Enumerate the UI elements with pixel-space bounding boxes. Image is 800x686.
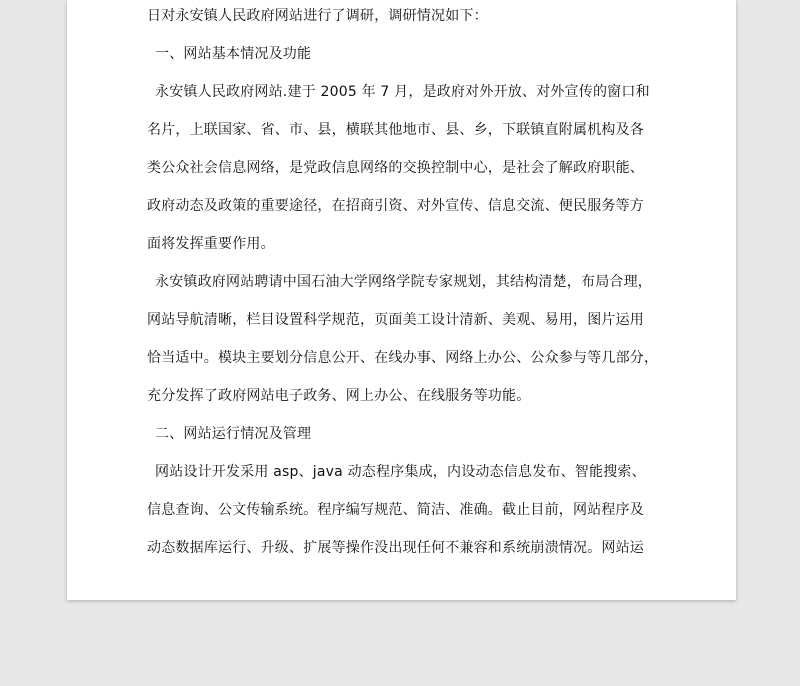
paragraph-line: 面将发挥重要作用。 [147, 236, 275, 252]
section-heading-1: 一、网站基本情况及功能 [155, 46, 312, 62]
paragraph-line: 动态数据库运行、升级、扩展等操作没出现任何不兼容和系统崩溃情况。网站运 [147, 540, 644, 556]
paragraph-line: 永安镇人民政府网站.建于 2005 年 7 月，是政府对外开放、对外宣传的窗口和 [155, 84, 650, 100]
paragraph-line: 永安镇政府网站聘请中国石油大学网络学院专家规划，其结构清楚，布局合理， [155, 274, 652, 290]
document-page [67, 0, 736, 600]
paragraph-line: 名片，上联国家、省、市、县，横联其他地市、县、乡，下联镇直附属机构及各 [147, 122, 644, 138]
paragraph-line: 政府动态及政策的重要途径，在招商引资、对外宣传、信息交流、便民服务等方 [147, 198, 644, 214]
paragraph-line: 充分发挥了政府网站电子政务、网上办公、在线服务等功能。 [147, 388, 531, 404]
paragraph-line-intro: 日对永安镇人民政府网站进行了调研，调研情况如下： [147, 8, 488, 24]
paragraph-line: 类公众社会信息网络，是党政信息网络的交换控制中心，是社会了解政府职能、 [147, 160, 644, 176]
section-heading-2: 二、网站运行情况及管理 [155, 426, 312, 442]
paragraph-line: 网站导航清晰，栏目设置科学规范，页面美工设计清新、美观、易用，图片运用 [147, 312, 644, 328]
paragraph-line: 信息查询、公文传输系统。程序编写规范、简洁、准确。截止目前，网站程序及 [147, 502, 644, 518]
paragraph-line: 恰当适中。模块主要划分信息公开、在线办事、网络上办公、公众参与等几部分， [147, 350, 659, 366]
paragraph-line: 网站设计开发采用 asp、java 动态程序集成，内设动态信息发布、智能搜索、 [155, 464, 646, 480]
